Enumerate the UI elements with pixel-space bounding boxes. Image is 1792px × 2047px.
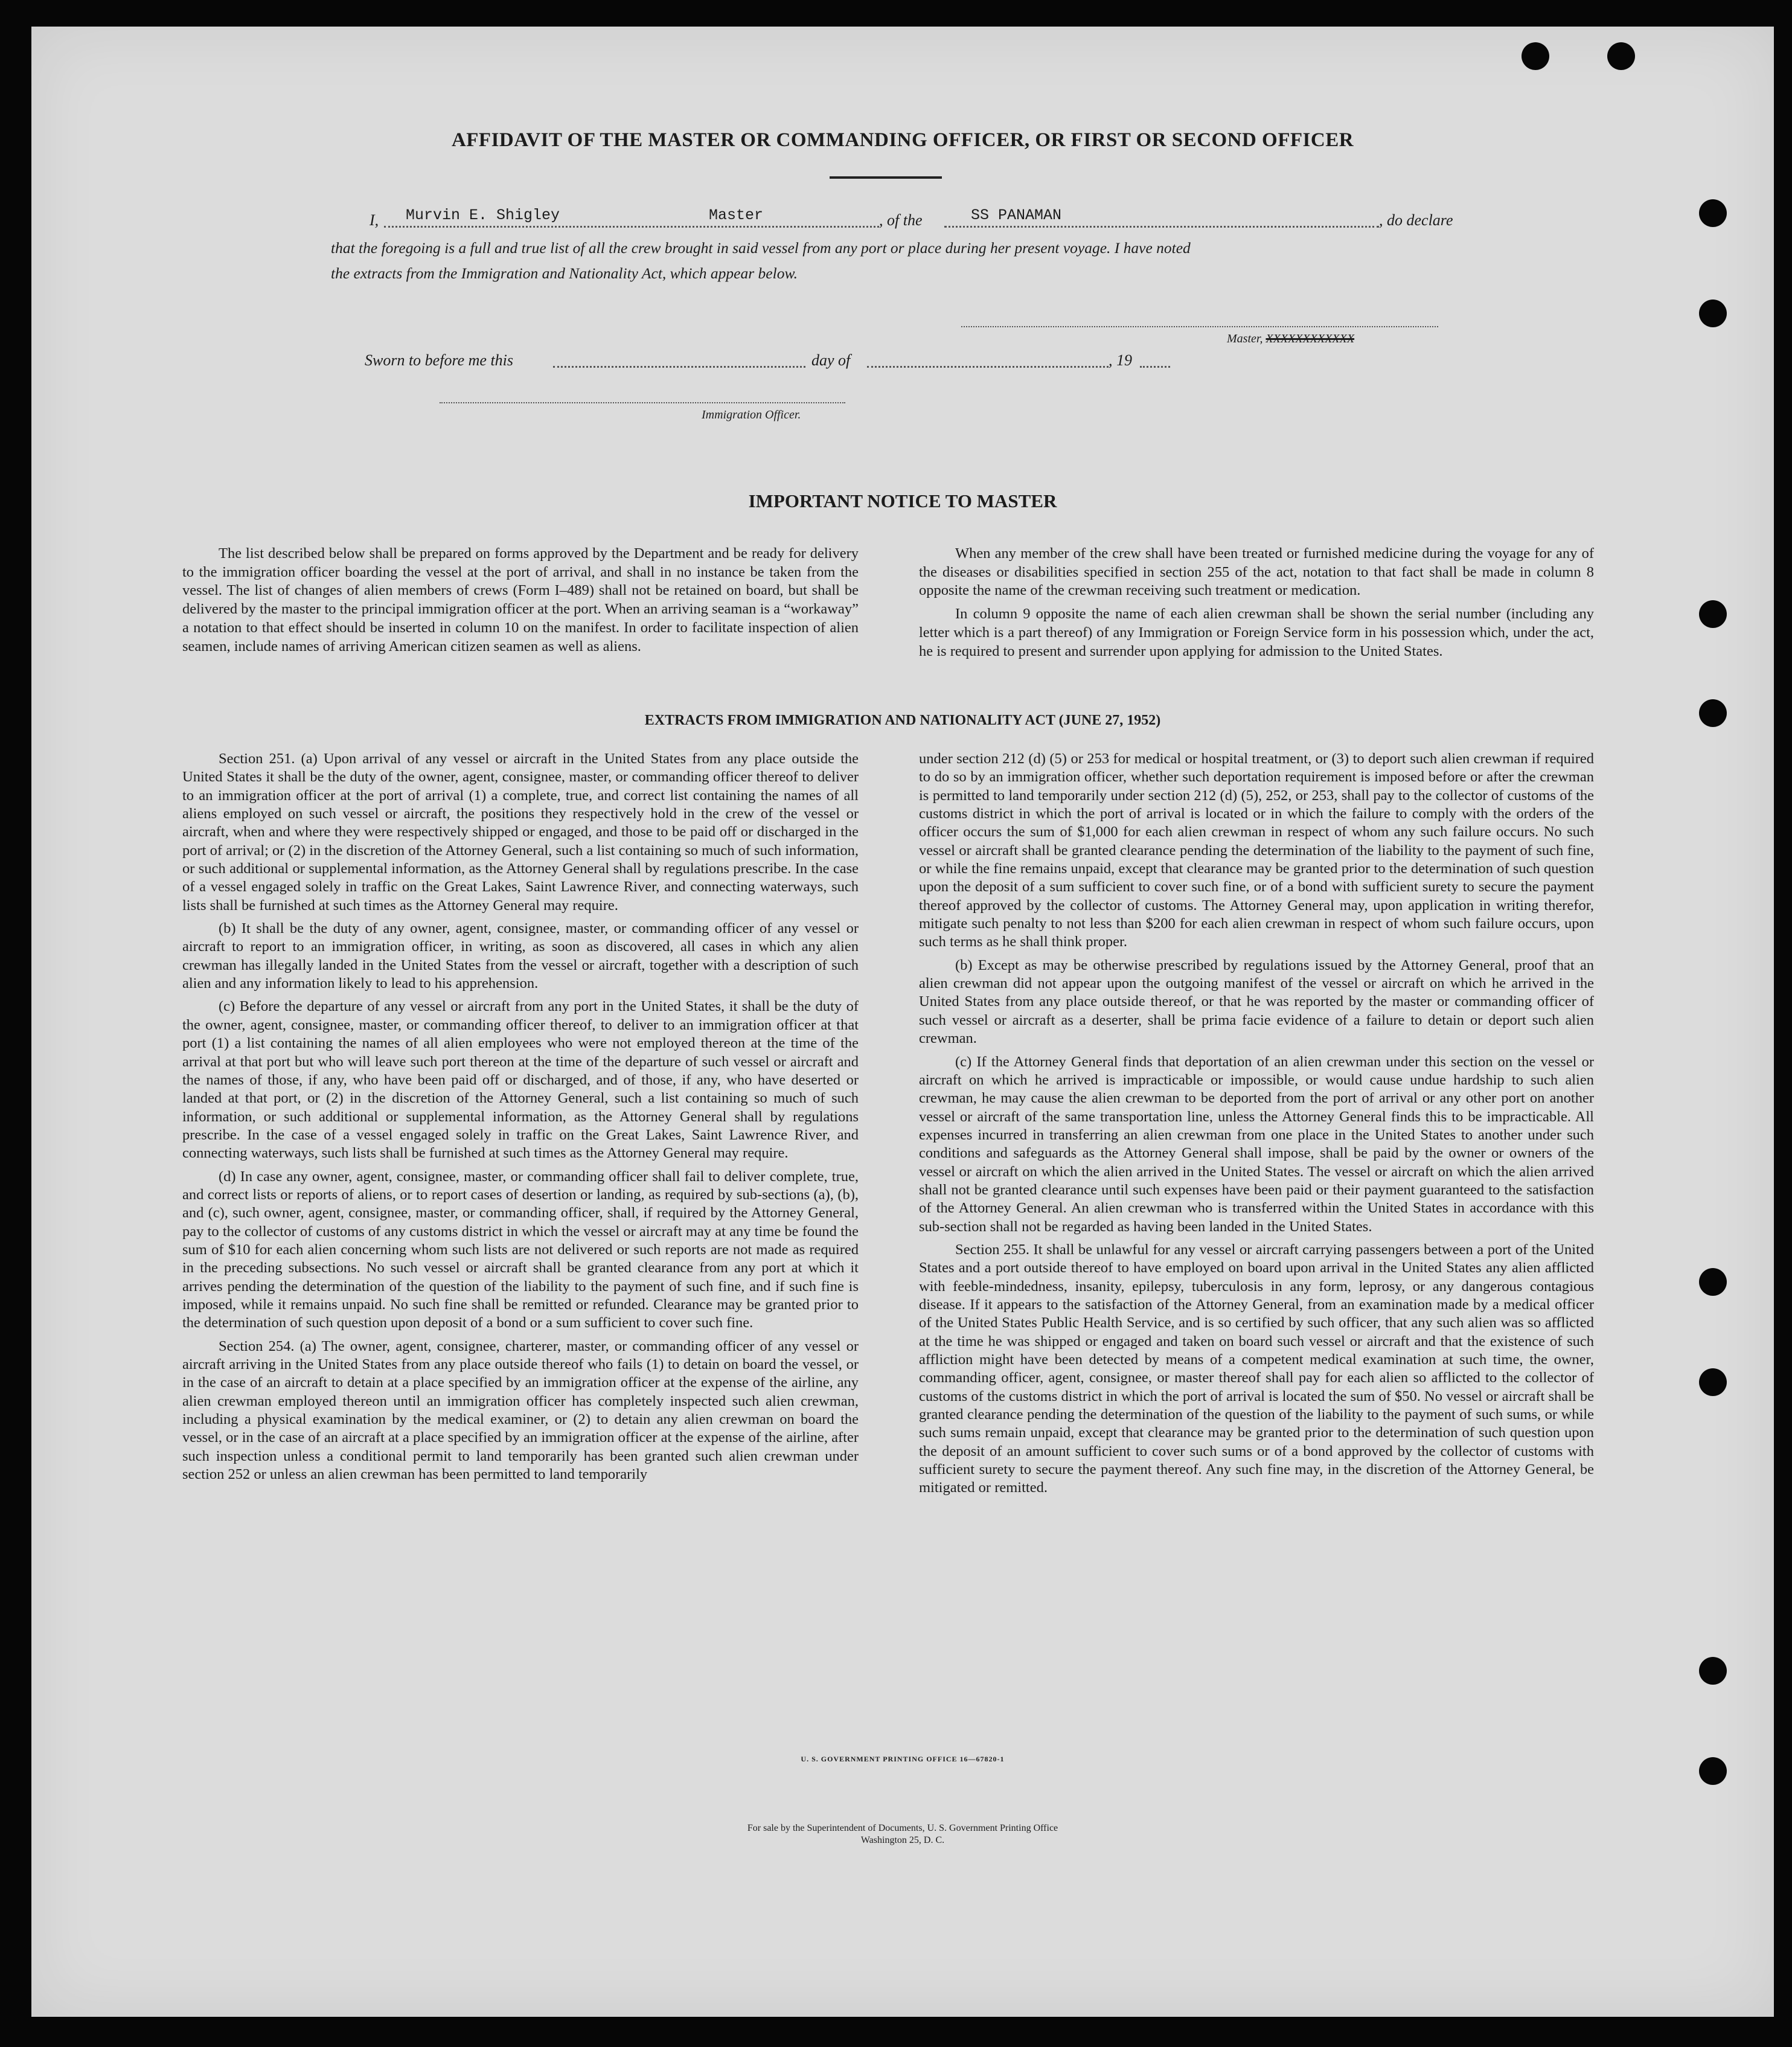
master-caption: Master, (1227, 332, 1263, 345)
master-signature-line (961, 326, 1438, 327)
title-rule (830, 176, 942, 179)
punch-hole (1699, 300, 1727, 327)
notice-title: IMPORTANT NOTICE TO MASTER (748, 490, 1057, 511)
i-label: I, (370, 211, 379, 229)
section-254-a: Section 254. (a) The owner, agent, consignee, charterer, master, or commanding officer of any vessel or aircraft arriving in the United States from any place outside thereof who fails (1) to detain on board the vessel, or in the case of an aircraft to detain at a place specified by an immigration officer at the expense of the airline, any alien crewman employed thereon until an immigration officer has completely inspected such alien crewman, including a physical examination by the medical examiner, or (2) to detain any alien crewman on board the vessel, or in the case of an aircraft at a place specified by an immigration officer at the expense of the airline, after such inspection unless a conditional permit to land temporarily has been granted such alien crewman under section 252 or unless an alien crewman has been permitted to land temporarily (182, 1337, 859, 1483)
section-251-c: (c) Before the departure of any vessel or aircraft from any port in the United States, it shall be the duty of the owner, agent, consignee, master, or commanding officer thereof, to deliver to an immigration officer at that port (1) a list containing the names of all alien employees who were not employed thereon at the time of the arrival at that port but who will leave such port thereon at the time of the departure of such vessel or aircraft and the names of those, if any, who have been paid off or discharged, and of those, if any, who have deserted or landed at that port, or (2) in the discretion of the Attorney General, such a list containing so much of such information, or such additional or supplemental information, as the Attorney General shall by regulations prescribe. In the case of a vessel engaged solely in traffic on the Great Lakes, Saint Lawrence River, and connecting waterways, such lists shall be furnished at such times as the Attorney General may require. (182, 998, 859, 1162)
affidavit-title: AFFIDAVIT OF THE MASTER OR COMMANDING OFFICER, OR FIRST OR SECOND OFFICER (451, 129, 1354, 151)
name-line (384, 226, 879, 228)
of-the-label: , of the (879, 211, 923, 229)
punch-hole (1699, 600, 1727, 628)
year-label: , 19 (1109, 351, 1132, 369)
section-254-b: (b) Except as may be otherwise prescribed by regulations issued by the Attorney General, proof that an alien crewman did not appear upon the outgoing manifest of the vessel or aircraft on which he arrived in the United States from any place outside thereof, or that he was reported by the master or commanding officer of such vessel or aircraft as a deserter, shall be prima facie evidence of a failure to detain or deport such alien crewman. (919, 956, 1594, 1047)
section-251-b: (b) It shall be the duty of any owner, agent, consignee, master, or commanding officer of any vessel or aircraft to report to an immigration officer, in writing, as soon as discovered, all cases in which any alien crewman has illegally landed in the United States from the vessel or aircraft, together with a description of such alien and any information likely to lead to his apprehension. (182, 920, 859, 992)
notice-left-column (182, 545, 859, 656)
master-name-field: Murvin E. Shigley (406, 207, 560, 224)
punch-hole (1699, 1657, 1727, 1685)
punch-hole (1607, 42, 1635, 70)
declaration-line-1: that the foregoing is a full and true list of all the crew brought in said vessel from any port or place during her present voyage. I have noted (331, 239, 1191, 257)
section-254-c: (c) If the Attorney General finds that deportation of an alien crewman under this section on the vessel or aircraft on which he arrived is impracticable or impossible, or would cause undue hardship to such alien crewman, he may cause the alien crewman to be deported from the port of arrival or any other port on another vessel or aircraft of the same transportation line, unless the Attorney General finds this to be impracticable. All expenses incurred in transferring an alien crewman from one place in the United States to another under such conditions and safeguards as the Attorney General shall impose, shall be paid by the owner or owners of the vessel or aircraft on which the alien arrived in the United States. The vessel or aircraft on which the alien arrived shall not be granted clearance until such expenses have been paid or their payment guaranteed to the satisfaction of the Attorney General. An alien crewman who is transferred within the United States in accordance with this sub-section shall not be regarded as having been landed in the United States. (919, 1053, 1594, 1235)
punch-hole (1699, 1268, 1727, 1296)
punch-hole (1522, 42, 1549, 70)
notice-right-paragraph-2: In column 9 opposite the name of each alien crewman shall be shown the serial number (including any letter which is a part thereof) of any Immigration or Foreign Service form in his possession which, under the act, he is required to present and surrender upon applying for admission to the United States. (919, 606, 1594, 659)
sworn-day-line (553, 366, 805, 368)
extracts-right-column (919, 750, 1594, 1498)
section-251-d: (d) In case any owner, agent, consignee, master, or commanding officer shall fail to deliver complete, true, and correct lists or reports of aliens, or to report cases of desertion or landing, as required by sub-sections (a), (b), and (c), such owner, agent, consignee, master, or commanding officer, shall, if required by the Attorney General, pay to the collector of customs of any customs district in which the vessel or aircraft may at any time be found the sum of $10 for each alien concerning whom such lists are not delivered or such reports are not made as required in the preceding subsections. No such vessel or aircraft shall be granted clearance from any port at which it arrives pending the determination of the question of the liability to the payment of such fine, and if such fine is imposed, while it remains unpaid. No such fine shall be remitted or refunded. Clearance may be granted prior to the determination of such question upon deposit of a bond or a sum sufficient to cover such fine. (182, 1168, 859, 1331)
notice-right-column (919, 545, 1594, 661)
extracts-left-column (182, 750, 859, 1484)
printing-office-imprint: U. S. GOVERNMENT PRINTING OFFICE 16—67820-1 (801, 1755, 1005, 1763)
section-254-a-continued: under section 212 (d) (5) or 253 for medical or hospital treatment, or (3) to deport such alien crewman if required to do so by an immigration officer, whether such deportation requirement is imposed before or after the crewman is permitted to land temporarily under section 212 (d) (5), 252, or 253, shall pay to the collector of customs of the customs district in which the port of arrival is located or in which the failure to comply with the orders of the officer occurs the sum of $1,000 for each alien crewman in respect of whom any such failure occurs. No such vessel or aircraft shall be granted clearance pending the determination of the liability to the payment of such fine, or while the fine remains unpaid, except that clearance may be granted prior to the determination of such question upon the deposit of a sum sufficient to cover such fine, or of a bond with sufficient surety to secure the payment thereof approved by the collector of customs. The Attorney General may, upon application in writing therefor, mitigate such penalty to not less than $200 for each alien crewman in respect of whom such failure occurs, upon such terms as he shall think proper. (919, 751, 1594, 950)
immigration-signature-line (440, 402, 845, 403)
struck-caption: XXXXXXXXXXXX (1266, 332, 1355, 345)
vessel-line (944, 226, 1379, 228)
notice-left-paragraph: The list described below shall be prepared on forms approved by the Department and be ready for delivery to the immigration officer boarding the vessel at the port of arrival, and shall in no instance be taken from the vessel. The list of changes of alien members of crews (Form I–489) shall not be retained on board, but shall be delivered by the master to the principal immigration officer at the port. When an arriving seaman is a “workaway” a notation to that effect should be inserted in column 10 on the manifest. In order to facilitate inspection of alien seamen, include names of arriving American citizen seamen as well as aliens. (182, 545, 859, 655)
document-page (31, 27, 1774, 2017)
notice-right-paragraph-1: When any member of the crew shall have been treated or furnished medicine during the voyage for any of the diseases or disabilities specified in section 255 of the act, notation to that fact shall be made in column 8 opposite the name of the crewman receiving such treatment or medication. (919, 545, 1594, 599)
master-rank-field: Master (709, 207, 764, 224)
do-declare-label: , do declare (1379, 211, 1453, 229)
section-255: Section 255. It shall be unlawful for any vessel or aircraft carrying passengers between a port of the United States and a port outside thereof to have employed on board upon arrival in the United States any alien afflicted with feeble-mindedness, insanity, epilepsy, tuberculosis in any form, leprosy, or any dangerous contagious disease. If it appears to the satisfaction of the Attorney General, from an examination made by a medical officer of the United States Public Health Service, and is so certified by such officer, that any such alien was so afflicted at the time he was shipped or engaged and taken on board such vessel or aircraft and that the existence of such affliction might have been detected by means of a competent medical examination at such time, the owner, commanding officer, agent, consignee, or master thereof shall pay for each alien so afflicted to the collector of customs of the customs district in which the port of arrival is located the sum of $50. No vessel or aircraft shall be granted clearance pending the determination of the question of the liability to the payment of such sums, or while such sums remain unpaid, except that clearance may be granted prior to the determination of such question upon the deposit of an amount sufficient to cover such sums or of a bond approved by the collector of customs with sufficient surety to secure the payment thereof. Any such fine may, in the discretion of the Attorney General, be mitigated or remitted. (919, 1241, 1594, 1496)
punch-hole (1699, 199, 1727, 227)
immigration-caption: Immigration Officer. (702, 408, 801, 421)
day-of-label: day of (811, 351, 851, 369)
sale-line-2: Washington 25, D. C. (860, 1835, 945, 1845)
punch-hole (1699, 1368, 1727, 1396)
sworn-month-line (867, 366, 1109, 368)
master-signature-caption (1227, 332, 1354, 346)
section-251-a: Section 251. (a) Upon arrival of any vessel or aircraft in the United States from any place outside the United States it shall be the duty of the owner, agent, consignee, master, or commanding officer thereof to deliver to an immigration officer at the port of arrival (1) a complete, true, and correct list containing the names of all aliens employed on such vessel or aircraft, the positions they respectively hold in the crew of the vessel or aircraft, when and where they were respectively shipped or engaged, and those to be paid off or discharged in the port of arrival; or (2) in the discretion of the Attorney General, such a list containing so much of such information, or such additional or supplemental information, as the Attorney General shall by regulations prescribe. In the case of a vessel engaged solely in traffic on the Great Lakes, Saint Lawrence River, and connecting waterways, such lists shall be furnished at such times as the Attorney General may require. (182, 751, 859, 914)
extracts-title: EXTRACTS FROM IMMIGRATION AND NATIONALITY ACT (JUNE 27, 1952) (644, 713, 1161, 728)
sale-line-1: For sale by the Superintendent of Documents, U. S. Government Printing Office (747, 1823, 1058, 1833)
year-line (1140, 366, 1170, 368)
sworn-label: Sworn to before me this (365, 351, 514, 369)
declaration-line-2: the extracts from the Immigration and Nationality Act, which appear below. (331, 264, 798, 282)
vessel-name-field: SS PANAMAN (971, 207, 1062, 224)
